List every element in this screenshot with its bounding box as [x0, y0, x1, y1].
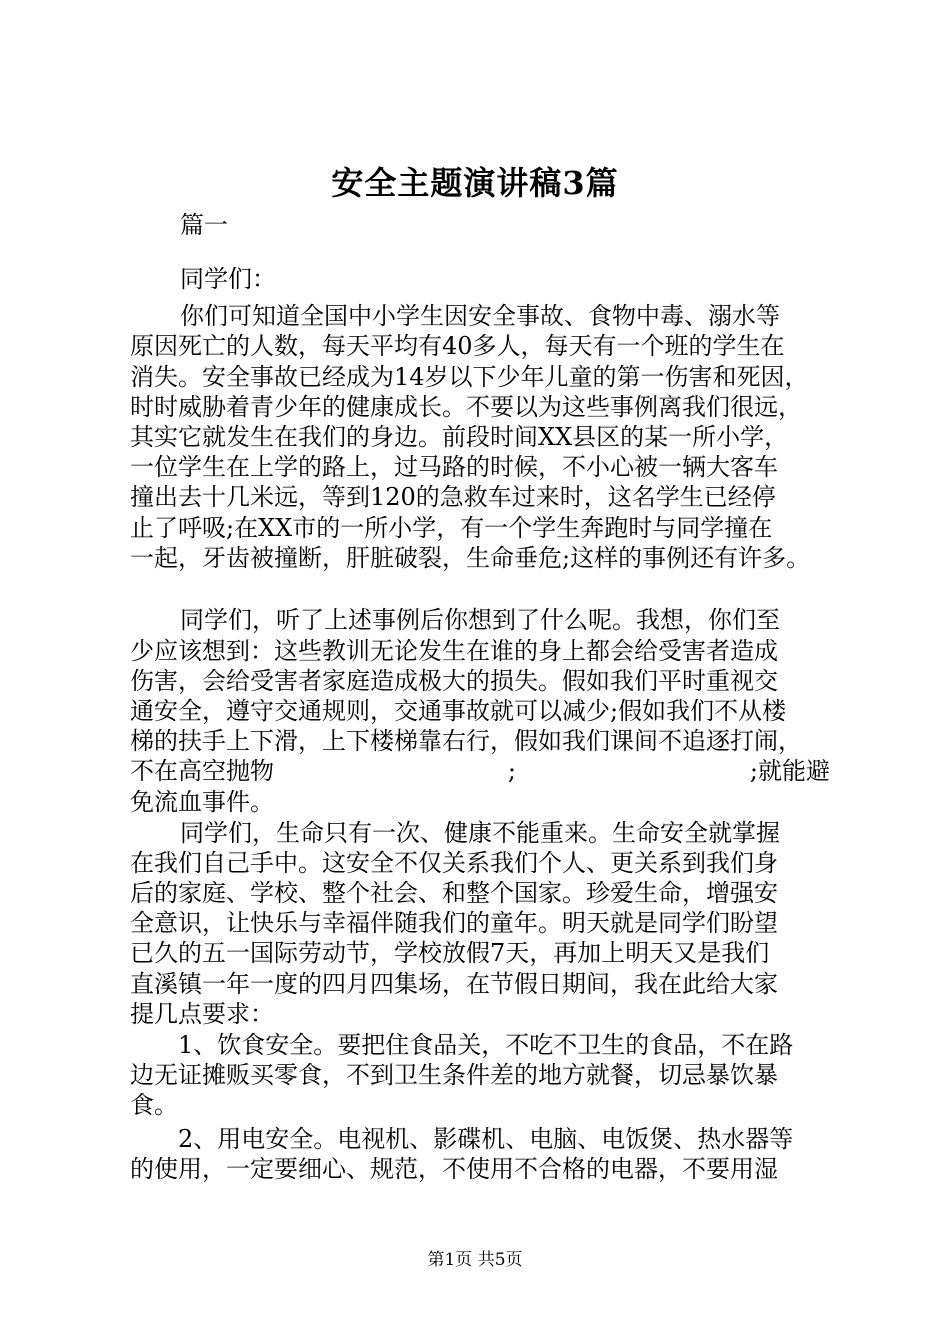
list-item-1-line: 食。	[130, 1091, 178, 1119]
paragraph-2-line: 梯的扶手上下滑，上下楼梯靠右行，假如我们课间不追逐打闹，	[130, 727, 802, 755]
paragraph-1-line: 时时威胁着青少年的健康成长。不要以为这些事例离我们很远，	[130, 393, 802, 421]
text-segment: ;	[507, 757, 516, 785]
greeting: 同学们：	[180, 265, 276, 293]
text-segment: 不在高空抛物	[130, 757, 274, 785]
section-heading: 篇一	[180, 211, 228, 239]
list-item-1-line: 1、饮食安全。要把住食品关，不吃不卫生的食品，不在路	[178, 1031, 794, 1059]
paragraph-3-line: 全意识，让快乐与幸福伴随我们的童年。明天就是同学们盼望	[130, 909, 778, 937]
paragraph-1-line: 止了呼吸;在XX市的一所小学，有一个学生奔跑时与同学撞在	[130, 514, 773, 542]
paragraph-3-line: 在我们自己手中。这安全不仅关系我们个人、更关系到我们身	[130, 849, 778, 877]
paragraph-1-line: 你们可知道全国中小学生因安全事故、食物中毒、溺水等	[180, 302, 780, 330]
paragraph-3-line: 同学们，生命只有一次、健康不能重来。生命安全就掌握	[180, 819, 780, 847]
paragraph-1-line: 一位学生在上学的路上，过马路的时候，不小心被一辆大客车	[130, 453, 778, 481]
paragraph-2-line: 同学们，听了上述事例后你想到了什么呢。我想，你们至	[180, 606, 780, 634]
paragraph-1-line: 其实它就发生在我们的身边。前段时间XX县区的某一所小学，	[130, 423, 789, 451]
paragraph-3-line: 直溪镇一年一度的四月四集场，在节假日期间，我在此给大家	[130, 970, 778, 998]
document-title: 安全主题演讲稿3篇	[331, 164, 619, 202]
page-footer: 第1页 共5页	[427, 1250, 523, 1270]
list-item-1-line: 边无证摊贩买零食，不到卫生条件差的地方就餐，切忌暴饮暴	[130, 1061, 778, 1089]
paragraph-1-line: 一起，牙齿被撞断，肝脏破裂，生命垂危;这样的事例还有许多。	[130, 544, 811, 572]
text-segment: ;就能避	[749, 757, 830, 785]
list-item-2-line: 的使用，一定要细心、规范，不使用不合格的电器，不要用湿	[130, 1155, 778, 1183]
paragraph-3-line: 已久的五一国际劳动节，学校放假7天，再加上明天又是我们	[130, 939, 770, 967]
paragraph-2-line: 通安全，遵守交通规则，交通事故就可以减少;假如我们不从楼	[130, 697, 787, 725]
paragraph-2-sparse-line	[130, 756, 830, 786]
paragraph-1-line: 原因死亡的人数，每天平均有40多人，每天有一个班的学生在	[130, 332, 785, 360]
paragraph-3-line: 提几点要求：	[130, 1000, 274, 1028]
list-item-2-line: 2、用电安全。电视机、影碟机、电脑、电饭煲、热水器等	[178, 1125, 794, 1153]
paragraph-2-line: 伤害，会给受害者家庭造成极大的损失。假如我们平时重视交	[130, 667, 778, 695]
paragraph-3-line: 后的家庭、学校、整个社会、和整个国家。珍爱生命，增强安	[130, 879, 778, 907]
paragraph-2-line: 免流血事件。	[130, 788, 274, 816]
paragraph-2-line: 少应该想到：这些教训无论发生在谁的身上都会给受害者造成	[130, 637, 778, 665]
paragraph-1-line: 撞出去十几米远，等到120的急救车过来时，这名学生已经停	[130, 483, 776, 511]
paragraph-1-line: 消失。安全事故已经成为14岁以下少年儿童的第一伤害和死因，	[130, 363, 809, 391]
